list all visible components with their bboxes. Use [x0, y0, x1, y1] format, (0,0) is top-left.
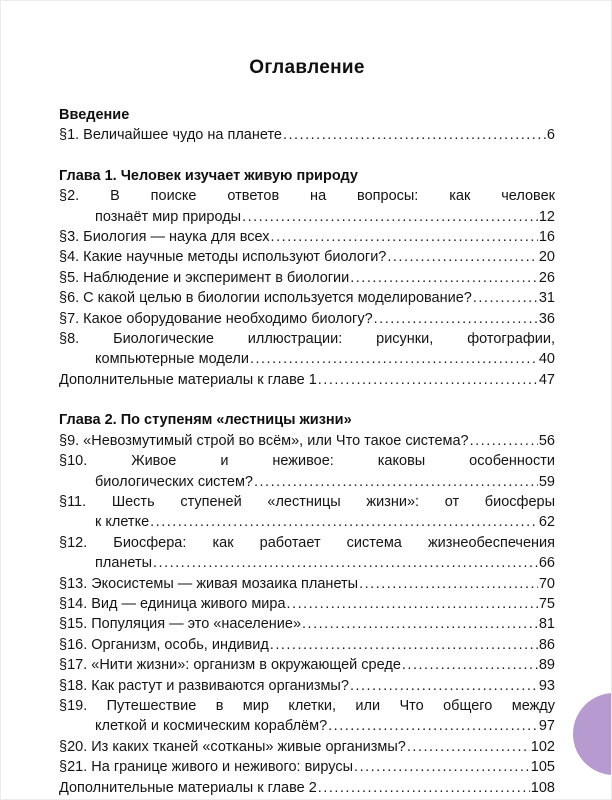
dot-leader — [354, 757, 530, 777]
toc-line — [59, 655, 555, 675]
dot-leader — [374, 309, 538, 329]
page-number: 66 — [538, 555, 555, 572]
section-heading: Введение — [59, 107, 130, 123]
toc-line — [59, 676, 555, 696]
dot-leader — [250, 349, 538, 369]
toc-line: §2. В поиске ответов на вопросы: как человек — [59, 188, 555, 205]
toc-section — [59, 410, 555, 798]
toc-entry — [59, 655, 555, 675]
dot-leader — [242, 207, 538, 227]
toc-entry — [59, 431, 555, 451]
dot-leader — [473, 288, 538, 308]
toc-line — [59, 227, 555, 247]
toc-line: §8. Биологические иллюстрации: рисунки, фотографии, — [59, 331, 555, 348]
entry-text: §9. «Невозмутимый строй во всём», или Что такое система? — [59, 432, 469, 449]
toc — [59, 105, 555, 798]
entry-text: §14. Вид — единица живого мира — [59, 595, 286, 612]
dot-leader — [150, 512, 538, 532]
dot-leader — [318, 370, 538, 390]
dot-leader — [470, 431, 538, 451]
toc-line — [59, 716, 555, 736]
page-number: 70 — [538, 575, 555, 592]
page-number: 59 — [538, 473, 555, 490]
page-number: 20 — [538, 249, 555, 266]
toc-entry — [59, 288, 555, 308]
entry-text: §13. Экосистемы — живая мозаика планеты — [59, 575, 359, 592]
toc-entry — [59, 370, 555, 390]
toc-entry — [59, 492, 555, 533]
dot-leader — [270, 635, 538, 655]
dot-leader — [407, 737, 530, 757]
toc-entry — [59, 247, 555, 267]
page-number: 40 — [538, 351, 555, 368]
entry-text: §20. Из каких тканей «сотканы» живые организмы? — [59, 738, 406, 755]
toc-entry — [59, 676, 555, 696]
toc-entry — [59, 268, 555, 288]
toc-line — [59, 635, 555, 655]
entry-text: §1. Величайшее чудо на планете — [59, 127, 282, 144]
toc-entry — [59, 329, 555, 370]
entry-text: §3. Биология — наука для всех — [59, 229, 270, 246]
dot-leader — [283, 125, 546, 145]
toc-entry — [59, 227, 555, 247]
toc-entry — [59, 696, 555, 737]
toc-line — [59, 594, 555, 614]
toc-line — [59, 614, 555, 634]
entry-text: Дополнительные материалы к главе 2 — [59, 779, 317, 796]
page-number: 81 — [538, 616, 555, 633]
page-number: 97 — [538, 718, 555, 735]
toc-line — [59, 737, 555, 757]
dot-leader — [328, 716, 538, 736]
toc-line — [59, 125, 555, 145]
toc-entry — [59, 574, 555, 594]
toc-line — [59, 247, 555, 267]
page-number: 86 — [538, 636, 555, 653]
dot-leader — [254, 472, 538, 492]
entry-text: биологических систем? — [95, 473, 253, 490]
toc-line — [59, 309, 555, 329]
toc-line — [59, 553, 555, 573]
page-number: 12 — [538, 208, 555, 225]
page-number: 6 — [546, 127, 555, 144]
dot-leader — [350, 268, 538, 288]
entry-text: клеткой и космическим кораблём? — [95, 718, 328, 735]
entry-text: §16. Организм, особь, индивид — [59, 636, 269, 653]
page-number: 16 — [538, 229, 555, 246]
page-number: 105 — [530, 759, 555, 776]
entry-text: к клетке — [95, 514, 150, 531]
page-number: 31 — [538, 290, 555, 307]
page-title: Оглавление — [249, 57, 365, 78]
page-number: 89 — [538, 657, 555, 674]
page-number: 36 — [538, 310, 555, 327]
toc-entry — [59, 309, 555, 329]
toc-entry — [59, 737, 555, 757]
toc-entry — [59, 778, 555, 798]
toc-line — [59, 512, 555, 532]
toc-entry — [59, 451, 555, 492]
toc-entry — [59, 186, 555, 227]
entry-text: планеты — [95, 555, 153, 572]
toc-line — [59, 472, 555, 492]
entry-text: §4. Какие научные методы используют биологи? — [59, 249, 387, 266]
entry-text: §6. С какой целью в биологии используется моделирование? — [59, 290, 472, 307]
dot-leader — [359, 574, 538, 594]
toc-line — [59, 370, 555, 390]
toc-line — [59, 268, 555, 288]
page-number: 93 — [538, 677, 555, 694]
toc-section — [59, 166, 555, 390]
dot-leader — [302, 614, 538, 634]
toc-line — [59, 574, 555, 594]
toc-entry — [59, 614, 555, 634]
dot-leader — [287, 594, 538, 614]
page-number: 108 — [530, 779, 555, 796]
toc-line: §19. Путешествие в мир клетки, или Что общего между — [59, 697, 555, 714]
toc-entry — [59, 757, 555, 777]
page-number: 75 — [538, 595, 555, 612]
entry-text: §7. Какое оборудование необходимо биологу? — [59, 310, 373, 327]
corner-decoration-circle — [573, 693, 612, 775]
dot-leader — [271, 227, 538, 247]
page-number: 62 — [538, 514, 555, 531]
entry-text: §17. «Нити жизни»: организм в окружающей среде — [59, 657, 401, 674]
page-number: 56 — [538, 432, 555, 449]
toc-line: §10. Живое и неживое: каковы особенности — [59, 453, 555, 470]
section-heading: Глава 1. Человек изучает живую природу — [59, 167, 358, 184]
entry-text: познаёт мир природы — [95, 208, 242, 225]
page-number: 102 — [530, 738, 555, 755]
entry-text: §5. Наблюдение и эксперимент в биологии — [59, 269, 350, 286]
toc-entry — [59, 635, 555, 655]
page-number: 47 — [538, 371, 555, 388]
toc-line — [59, 431, 555, 451]
entry-text: §21. На границе живого и неживого: вирусы — [59, 759, 354, 776]
toc-line: §12. Биосфера: как работает система жизнеобеспечения — [59, 534, 555, 551]
dot-leader — [402, 655, 538, 675]
page-number: 26 — [538, 269, 555, 286]
dot-leader — [318, 778, 530, 798]
toc-entry — [59, 533, 555, 574]
entry-text: §15. Популяция — это «население» — [59, 616, 302, 633]
toc-line — [59, 349, 555, 369]
dot-leader — [387, 247, 537, 267]
entry-text: Дополнительные материалы к главе 1 — [59, 371, 317, 388]
toc-line — [59, 757, 555, 777]
toc-section — [59, 105, 555, 146]
dot-leader — [350, 676, 538, 696]
toc-line — [59, 778, 555, 798]
entry-text: §18. Как растут и развиваются организмы? — [59, 677, 349, 694]
dot-leader — [153, 553, 538, 573]
toc-entry — [59, 125, 555, 145]
toc-line — [59, 207, 555, 227]
toc-entry — [59, 594, 555, 614]
toc-line — [59, 288, 555, 308]
toc-line: §11. Шесть ступеней «лестницы жизни»: от биосферы — [59, 493, 555, 510]
section-heading: Глава 2. По ступеням «лестницы жизни» — [59, 412, 352, 429]
entry-text: компьютерные модели — [95, 351, 249, 368]
